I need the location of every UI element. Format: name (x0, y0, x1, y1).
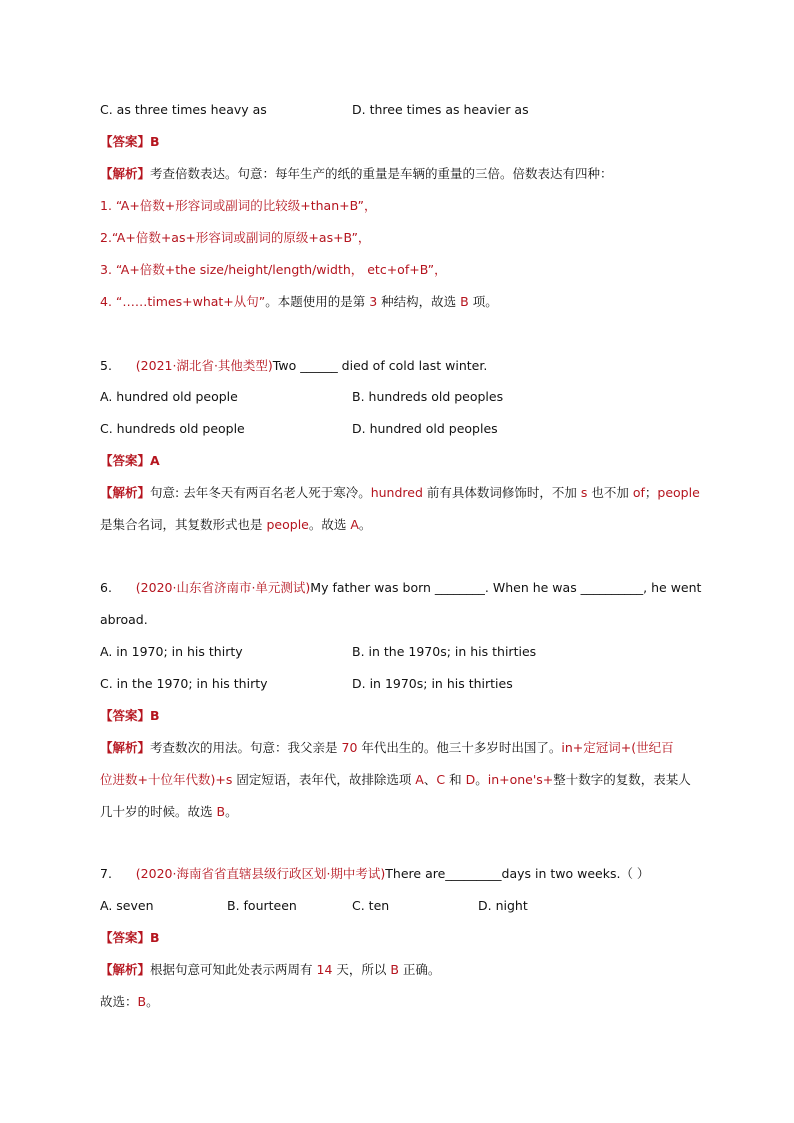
q7-option-d: D. night (478, 898, 528, 913)
q7-option-c: C. ten (352, 898, 390, 913)
q5-number: 5. (100, 358, 112, 373)
q6-analysis-line-1 (100, 739, 674, 757)
q4-rule-3: 3. “A+倍数+the size/height/length/width， etc+of+B”， (100, 262, 447, 277)
q4-option-d: D. three times as heavier as (352, 102, 529, 117)
text: B (390, 962, 399, 977)
text: people (266, 517, 309, 532)
text: B (137, 994, 147, 1009)
q6-option-d: D. in 1970s; in his thirties (352, 676, 513, 691)
q6-option-a: A. in 1970; in his thirty (100, 644, 243, 659)
q5-option-a: A. hundred old people (100, 389, 238, 404)
answer-value: B (150, 930, 160, 945)
q7-number: 7. (100, 866, 112, 881)
q7-conclusion (100, 993, 159, 1011)
text: 年代出生的。他三十多岁时出国了。 (357, 740, 562, 755)
q6-stem-line-1 (100, 579, 701, 597)
q7-source: (2020·海南省省直辖县级行政区划·期中考试) (135, 866, 386, 881)
q4-answer (100, 133, 160, 151)
q4-analysis (100, 165, 613, 183)
text: 、 (423, 772, 437, 787)
q7-stem (100, 865, 649, 883)
text: 考查数次的用法。句意：我父亲是 (150, 740, 342, 755)
answer-label: 【答案】 (100, 453, 151, 468)
rule4-rest-a: 。本题使用的是第 (265, 294, 370, 309)
q6-number: 6. (100, 580, 112, 595)
answer-label: 【答案】 (100, 930, 151, 945)
q7-stem-text: There are_________days in two weeks.（ ） (385, 866, 650, 881)
q6-answer (100, 707, 160, 725)
q5-source: (2021·湖北省·其他类型) (135, 358, 273, 373)
answer-value: A (150, 453, 160, 468)
text: C (436, 772, 446, 787)
text: 。故选 (308, 517, 351, 532)
rule4-rest-b: 种结构，故选 (377, 294, 461, 309)
q6-analysis-line-3 (100, 803, 238, 821)
q7-analysis (100, 961, 440, 979)
text: 天，所以 (332, 962, 391, 977)
text: people (657, 485, 700, 500)
q5-stem-text: Two ______ died of cold last winter. (272, 358, 488, 373)
rule4-choice: B (460, 294, 469, 309)
rule4-end: 项。 (468, 294, 498, 309)
answer-label: 【答案】 (100, 708, 151, 723)
analysis-label: 【解析】 (100, 166, 151, 181)
q5-answer (100, 452, 160, 470)
analysis-label: 【解析】 (100, 485, 151, 500)
q7-option-b: B. fourteen (227, 898, 297, 913)
q4-rule-1: 1. “A+倍数+形容词或副词的比较级+than+B”， (100, 198, 377, 213)
text: 故选： (100, 994, 138, 1009)
rule4-prefix: 4. “……times+what+从句” (100, 294, 266, 309)
q5-option-b: B. hundreds old peoples (352, 389, 504, 404)
text: 。 (225, 804, 238, 819)
text: hundred (370, 485, 423, 500)
text: 正确。 (398, 962, 441, 977)
text: +定冠词+(世纪百 (572, 740, 674, 755)
q6-option-b: B. in the 1970s; in his thirties (352, 644, 537, 659)
text: 。 (358, 517, 372, 532)
text: 几十岁的时候。故选 (100, 804, 217, 819)
text: 。 (146, 994, 159, 1009)
q6-stem-text: My father was born ________. When he was __________, he went (310, 580, 702, 595)
q7-option-a: A. seven (100, 898, 154, 913)
text: D (465, 772, 476, 787)
text: 和 (445, 772, 466, 787)
text: 也不加 (587, 485, 633, 500)
q5-analysis-line-1 (100, 484, 700, 502)
text: 整十数字的复数，表某人 (553, 772, 691, 787)
text: A (350, 517, 359, 532)
q6-source: (2020·山东省济南市·单元测试) (135, 580, 311, 595)
answer-value: B (150, 708, 160, 723)
text: B (216, 804, 226, 819)
text: ； (644, 485, 658, 500)
q5-option-d: D. hundred old peoples (352, 421, 498, 436)
text: s (580, 485, 588, 500)
analysis-label: 【解析】 (100, 740, 151, 755)
answer-value: B (150, 134, 160, 149)
rule4-num: 3 (369, 294, 378, 309)
text: s (225, 772, 233, 787)
text: 位进数+十位年代数)+ (100, 772, 226, 787)
q5-stem (100, 357, 487, 375)
q6-analysis-line-2 (100, 771, 691, 789)
q7-answer (100, 929, 160, 947)
text: in (561, 740, 573, 755)
text: in+one's+ (487, 772, 554, 787)
text: 70 (341, 740, 358, 755)
text: 前有具体数词修饰时，不加 (422, 485, 581, 500)
text: 固定短语，表年代，故排除选项 (232, 772, 416, 787)
q5-option-c: C. hundreds old people (100, 421, 245, 436)
text: A (415, 772, 424, 787)
text: 句意: 去年冬天有两百名老人死于寒冷。 (150, 485, 371, 500)
text: 。 (475, 772, 488, 787)
q4-option-c: C. as three times heavy as (100, 102, 267, 117)
answer-label: 【答案】 (100, 134, 151, 149)
q6-option-c: C. in the 1970; in his thirty (100, 676, 268, 691)
text: 根据句意可知此处表示两周有 (150, 962, 317, 977)
analysis-label: 【解析】 (100, 962, 151, 977)
q4-rule-4 (100, 293, 498, 311)
q5-analysis-line-2 (100, 516, 371, 534)
text: 是集合名词，其复数形式也是 (100, 517, 267, 532)
analysis-text: 考查倍数表达。句意：每年生产的纸的重量是车辆的重量的三倍。倍数表达有四种： (150, 166, 613, 181)
text: of (632, 485, 645, 500)
q6-stem-line-2: abroad. (100, 612, 148, 627)
q4-rule-2: 2.“A+倍数+as+形容词或副词的原级+as+B”， (100, 230, 371, 245)
text: 14 (316, 962, 333, 977)
